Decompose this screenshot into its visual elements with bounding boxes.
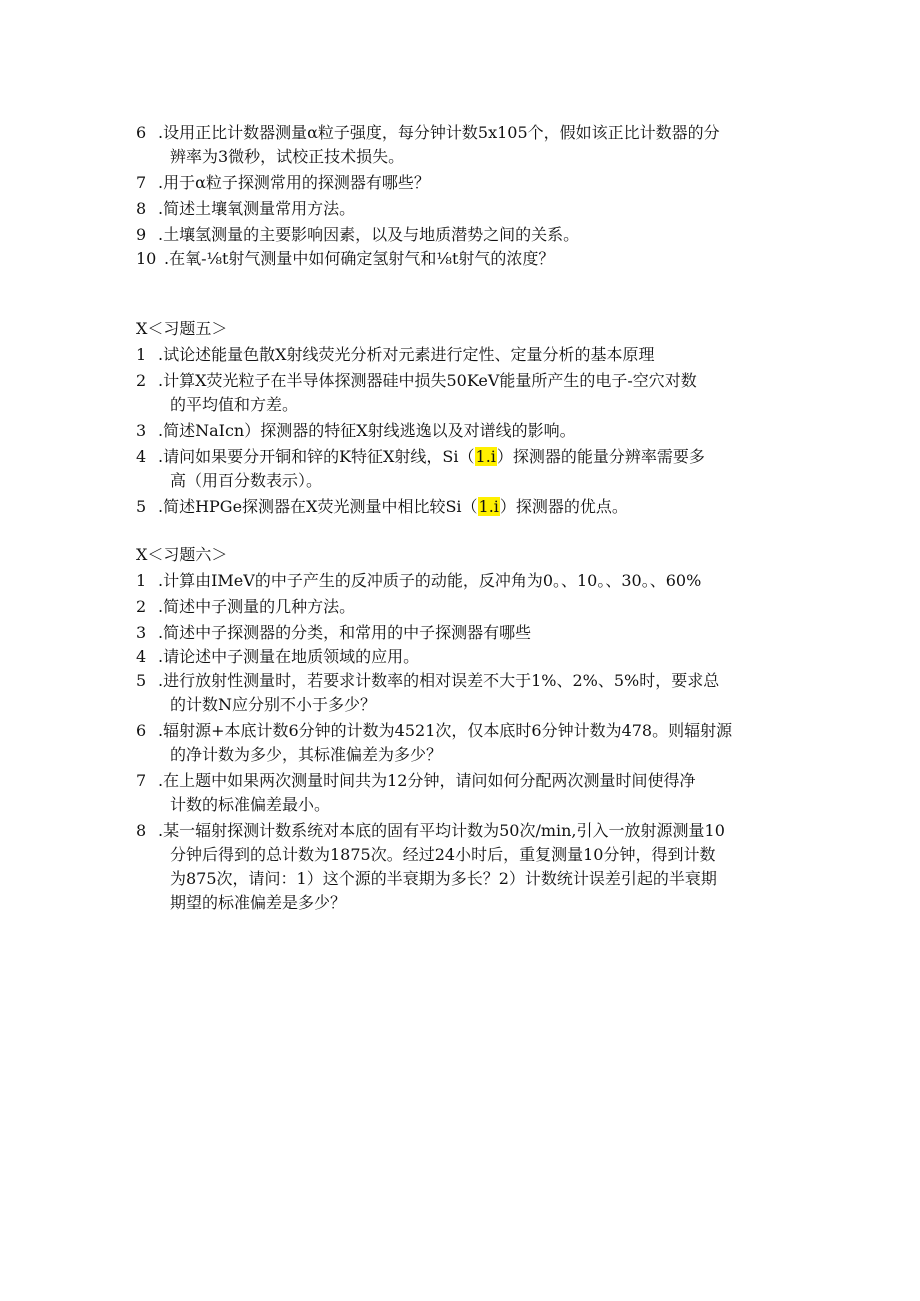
question-item	[136, 368, 786, 420]
question-text-continued: 计数的标准偏差最小。	[170, 795, 331, 814]
question-number: 7	[136, 173, 147, 192]
question-number: 4	[136, 647, 147, 666]
question-item	[136, 818, 786, 918]
question-text: .辐射源+本底计数6分钟的计数为4521次，仅本底时6分钟计数为478。则辐射源	[158, 721, 733, 740]
question-number: 5	[136, 497, 147, 516]
question-item	[136, 170, 786, 196]
question-text-continued: 高（用百分数表示）。	[170, 471, 323, 490]
question-text: .试论述能量色散X射线荧光分析对元素进行定性、定量分析的基本原理	[158, 345, 655, 364]
question-item	[136, 768, 786, 820]
question-number: 8	[136, 199, 147, 218]
question-text: .某一辐射探测计数系统对本底的固有平均计数为50次/min,引入一放射源测量10	[158, 821, 725, 840]
question-text-start: .简述HPGe探测器在X荧光测量中相比较Si（	[158, 497, 478, 516]
question-text: .计算由IMeV的中子产生的反冲质子的动能，反冲角为0。、10。、30。、60%	[158, 571, 702, 590]
question-item	[136, 196, 786, 222]
question-item	[136, 620, 786, 646]
question-number: 3	[136, 421, 147, 440]
highlighted-text: 1.i	[478, 497, 499, 516]
question-item	[136, 418, 786, 444]
question-item	[136, 246, 786, 272]
question-text: .在氧-⅛t射气测量中如何确定氢射气和⅛t射气的浓度？	[164, 249, 555, 268]
question-text-continued: 的净计数为多少，其标准偏差为多少？	[170, 745, 443, 764]
question-text-start: .请问如果要分开铜和锌的K特征X射线，Si（	[158, 447, 475, 466]
question-number: 9	[136, 225, 147, 244]
question-text: .简述土壤氧测量常用方法。	[158, 199, 356, 218]
highlighted-text: 1.i	[475, 447, 496, 466]
question-item	[136, 644, 786, 670]
question-text: .进行放射性测量时，若要求计数率的相对误差不大于1%、2%、5%时，要求总	[158, 671, 720, 690]
question-text: .简述NaIcn）探测器的特征X射线逃逸以及对谱线的影响。	[158, 421, 576, 440]
question-text-end: ）探测器的优点。	[499, 497, 628, 516]
question-text	[158, 444, 705, 470]
question-text: .计算X荧光粒子在半导体探测器硅中损失50KeV能量所产生的电子-空穴对数	[158, 371, 697, 390]
question-number: 7	[136, 771, 147, 790]
question-text-end: ）探测器的能量分辨率需要多	[496, 447, 705, 466]
question-number: 6	[136, 123, 147, 142]
question-text-continued: 的平均值和方差。	[170, 395, 299, 414]
question-number: 3	[136, 623, 147, 642]
question-number: 2	[136, 597, 147, 616]
section-title: X＜习题五＞	[136, 319, 228, 338]
question-number: 6	[136, 721, 147, 740]
question-number: 10	[136, 249, 157, 268]
question-text: .简述中子探测器的分类，和常用的中子探测器有哪些	[158, 623, 532, 642]
question-text: .设用正比计数器测量α粒子强度，每分钟计数5x105个，假如该正比计数器的分	[158, 123, 720, 142]
question-item	[136, 494, 786, 520]
question-item	[136, 668, 786, 720]
question-text: .土壤氢测量的主要影响因素，以及与地质潜势之间的关系。	[158, 225, 580, 244]
question-item	[136, 568, 786, 594]
question-number: 2	[136, 371, 147, 390]
question-text: .简述中子测量的几种方法。	[158, 597, 356, 616]
question-item	[136, 444, 786, 496]
question-number: 8	[136, 821, 147, 840]
question-item	[136, 718, 786, 770]
question-item	[136, 120, 786, 172]
question-text	[158, 494, 628, 520]
question-text-continued: 分钟后得到的总计数为1875次。经过24小时后，重复测量10分钟，得到计数	[170, 845, 716, 864]
question-item	[136, 342, 786, 368]
question-text: .在上题中如果两次测量时间共为12分钟，请问如何分配两次测量时间使得净	[158, 771, 696, 790]
question-item	[136, 594, 786, 620]
question-number: 1	[136, 345, 147, 364]
question-text-continued: 为875次，请问：1）这个源的半衰期为多长？2）计数统计误差引起的半衰期	[170, 869, 717, 888]
section-title: X＜习题六＞	[136, 545, 228, 564]
question-text: .请论述中子测量在地质领域的应用。	[158, 647, 420, 666]
question-text-continued: 的计数N应分别不小于多少？	[170, 695, 377, 714]
question-number: 1	[136, 571, 147, 590]
question-text-continued: 辨率为3微秒，试校正技术损失。	[170, 147, 405, 166]
question-text: .用于α粒子探测常用的探测器有哪些？	[158, 173, 430, 192]
question-number: 5	[136, 671, 147, 690]
question-item	[136, 222, 786, 248]
question-number: 4	[136, 447, 147, 466]
question-text-continued: 期望的标准偏差是多少？	[170, 893, 347, 912]
